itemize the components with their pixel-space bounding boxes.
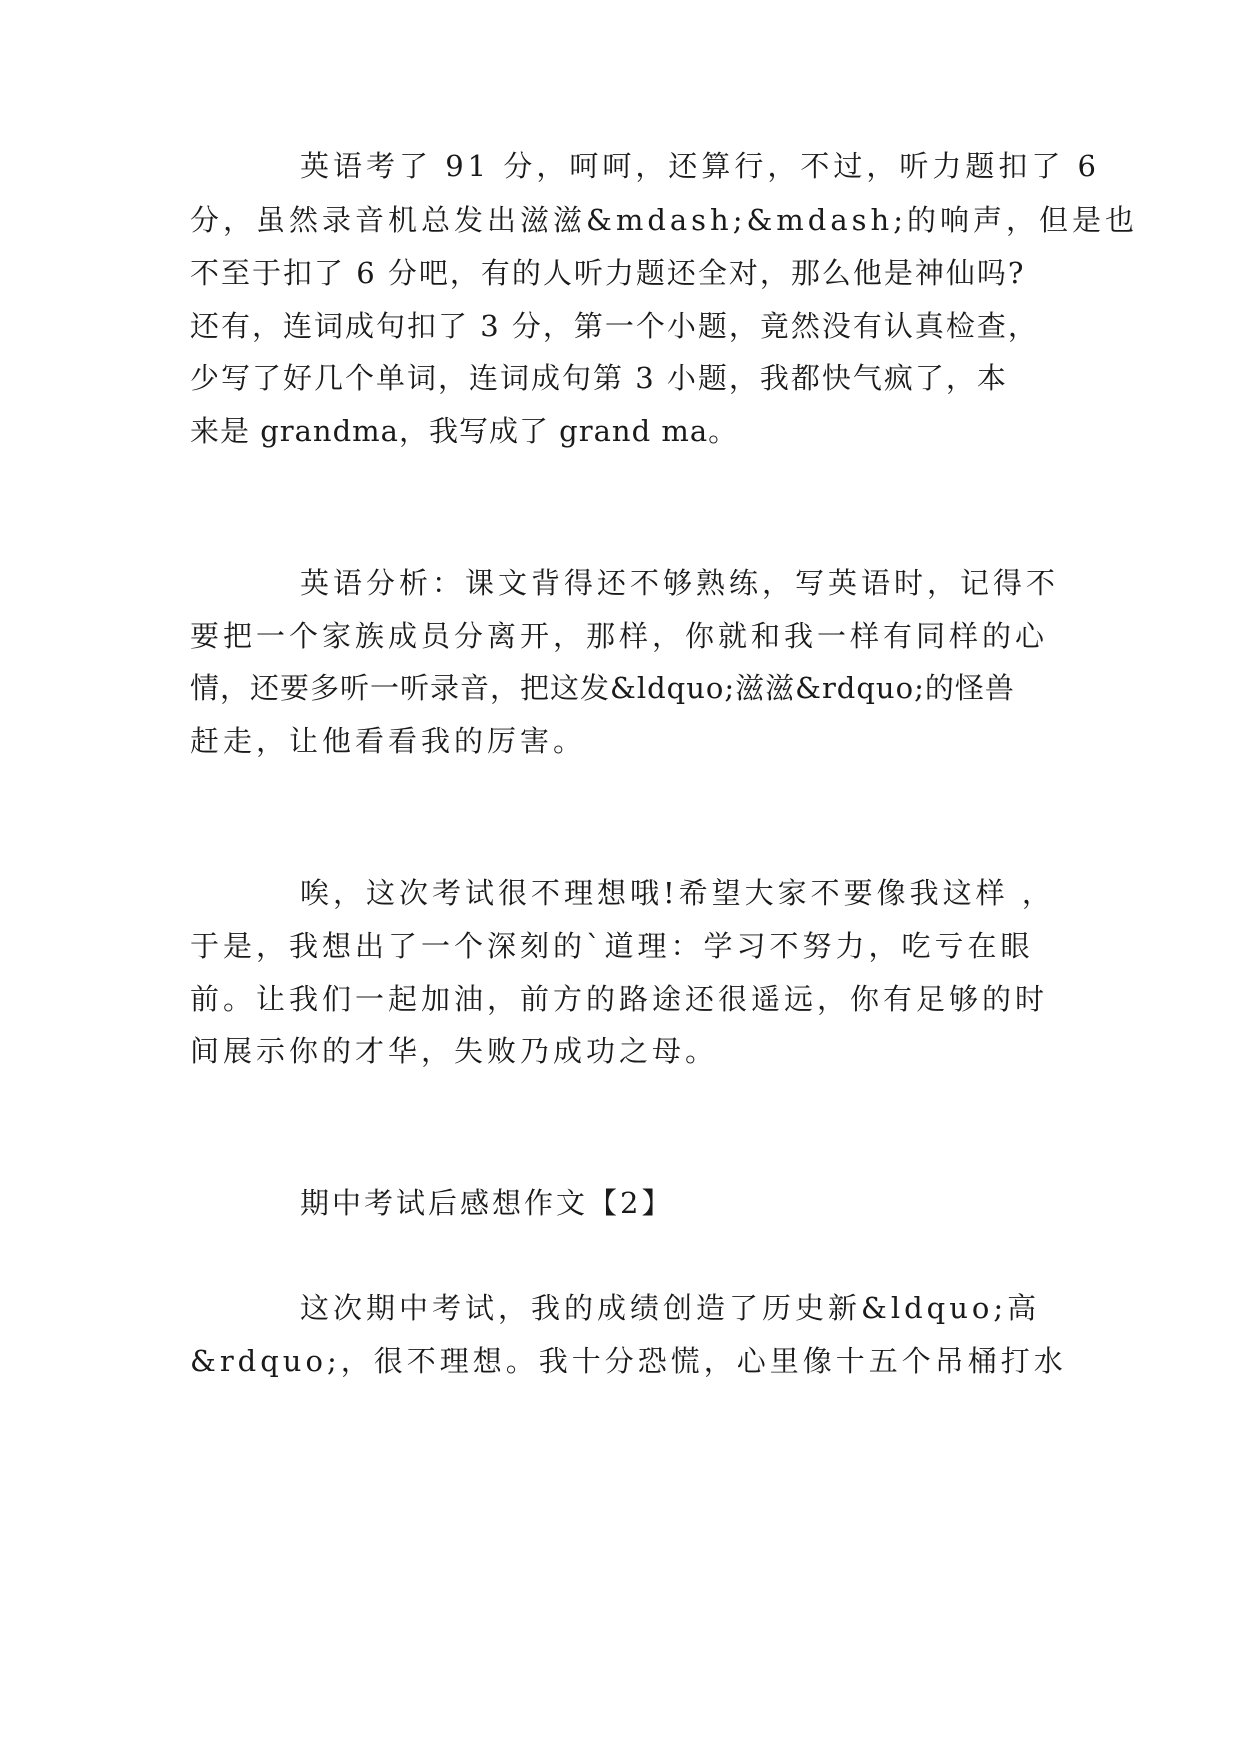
- paragraph-1-line-3: 不至于扣了 6 分吧，有的人听力题还全对，那么他是神仙吗?: [190, 256, 1026, 290]
- paragraph-1-line-1: 英语考了 91 分，呵呵，还算行，不过，听力题扣了 6: [300, 149, 1101, 183]
- paragraph-1-line-4: 还有，连词成句扣了 3 分，第一个小题，竟然没有认真检查，: [190, 309, 1039, 343]
- paragraph-2-line-2: 要把一个家族成员分离开，那样，你就和我一样有同样的心: [190, 619, 1049, 653]
- paragraph-3-line-1: 唉，这次考试很不理想哦!希望大家不要像我这样 ，: [300, 876, 1055, 910]
- paragraph-2-line-1: 英语分析：课文背得还不够熟练，写英语时，记得不: [300, 566, 1060, 600]
- paragraph-2-line-3: 情，还要多听一听录音，把这发&ldquo;滋滋&rdquo;的怪兽: [190, 671, 1015, 705]
- paragraph-1-line-6: 来是 grandma，我写成了 grand ma。: [190, 414, 739, 448]
- paragraph-5-line-1: 这次期中考试，我的成绩创造了历史新&ldquo;高: [300, 1291, 1041, 1325]
- paragraph-5-line-2: &rdquo;，很不理想。我十分恐慌，心里像十五个吊桶打水: [190, 1344, 1067, 1378]
- paragraph-3-line-4: 间展示你的才华，失败乃成功之母。: [190, 1034, 719, 1068]
- paragraph-1-line-5: 少写了好几个单词，连词成句第 3 小题，我都快气疯了，本: [190, 361, 1008, 395]
- paragraph-3-line-3: 前。让我们一起加油，前方的路途还很遥远，你有足够的时: [190, 982, 1049, 1016]
- paragraph-3-line-2: 于是，我想出了一个深刻的`道理：学习不努力，吃亏在眼: [190, 929, 1034, 963]
- section-heading: 期中考试后感想作文【2】: [300, 1186, 674, 1220]
- paragraph-1-line-2: 分，虽然录音机总发出滋滋&mdash;&mdash;的响声，但是也: [190, 203, 1138, 237]
- paragraph-2-line-4: 赶走，让他看看我的厉害。: [190, 724, 587, 758]
